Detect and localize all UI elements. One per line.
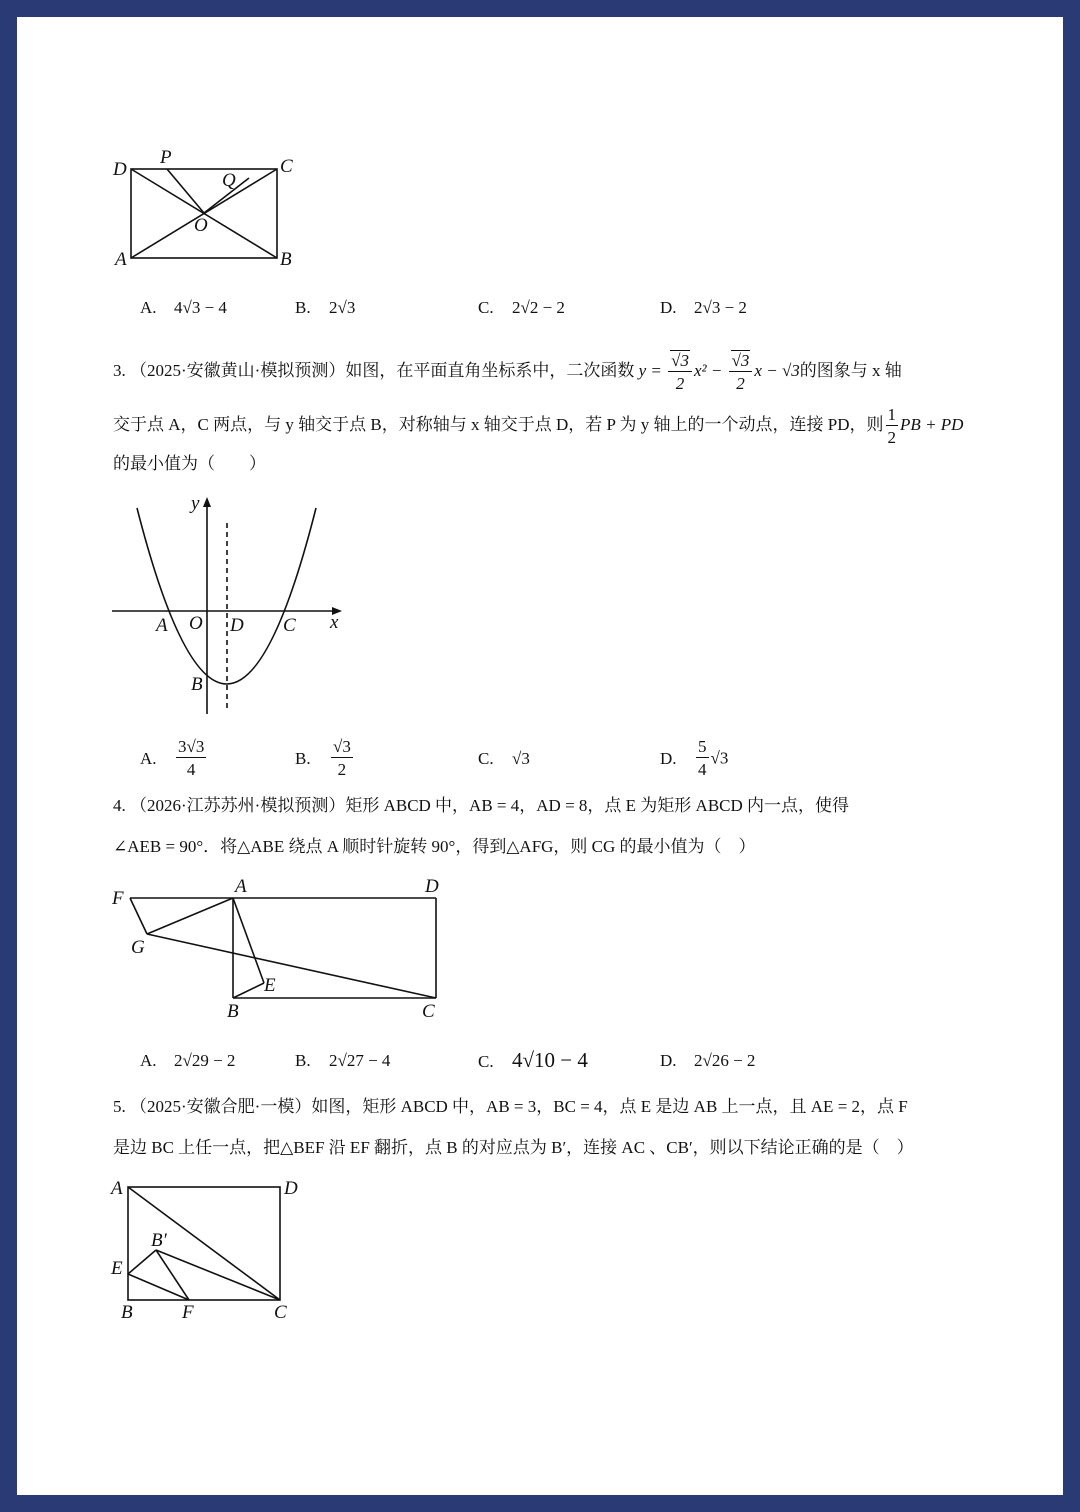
q2-label-B: B	[280, 249, 292, 270]
q2-option-a[interactable]: A. 4√3 − 4	[140, 298, 227, 317]
q3-line-1: 3. （2025·安徽黄山·模拟预测）如图，在平面直角坐标系中，二次函数 y = $\frac{√3}{2}$ x² − $\frac{√3}{2}$ x − √3的图象与 x 轴	[113, 351, 902, 393]
q4-label-D: D	[425, 876, 439, 897]
q5-label-A: A	[111, 1178, 123, 1199]
q3-function: y = $\frac{√3}{2}$ x² − $\frac{√3}{2}$ x − √3	[638, 351, 800, 393]
q2-label-P: P	[160, 147, 172, 168]
q5-label-Bprime: B′	[151, 1230, 167, 1251]
q3-line-3: 的最小值为（ ）	[113, 454, 266, 473]
q4-label-C: C	[422, 1001, 435, 1022]
q3-label-A: A	[156, 615, 168, 636]
q5-number: 5.	[113, 1097, 126, 1116]
q3-label-y: y	[191, 493, 200, 514]
q5-label-C: C	[274, 1302, 287, 1323]
q3-option-b[interactable]: B. $\frac{√3}{2}$	[295, 737, 351, 779]
q4-label-G: G	[131, 937, 145, 958]
q3-option-c[interactable]: C. √3	[478, 749, 530, 768]
q3-label-O: O	[189, 613, 203, 634]
q5-label-E: E	[111, 1258, 123, 1279]
q4-option-c[interactable]: C. 4√10 − 4	[478, 1048, 588, 1072]
q5-label-B: B	[121, 1302, 133, 1323]
q2-label-C: C	[280, 156, 293, 177]
q5-label-F: F	[182, 1302, 194, 1323]
q4-label-A: A	[235, 876, 247, 897]
q5-source: （2025·安徽合肥·一模）	[130, 1097, 312, 1116]
q3-label-x: x	[330, 612, 339, 633]
q2-label-O: O	[194, 215, 208, 236]
q3-line-2: 交于点 A，C 两点，与 y 轴交于点 B，对称轴与 x 轴交于点 D，若 P 为 y 轴上的一个动点，连接 PD，则 $\frac{1}{2}$ PB + PD	[113, 405, 964, 447]
q4-label-E: E	[264, 975, 276, 996]
q4-line-2: ∠AEB = 90°．将△ABE 绕点 A 顺时针旋转 90°，得到△AFG，则 CG 的最小值为（ ）	[113, 837, 756, 856]
q5-label-D: D	[284, 1178, 298, 1199]
q3-number: 3.	[113, 360, 126, 380]
q2-label-A: A	[115, 249, 127, 270]
q3-label-D: D	[230, 615, 244, 636]
q2-option-d[interactable]: D. 2√3 − 2	[660, 298, 747, 317]
q4-label-B: B	[227, 1001, 239, 1022]
q2-label-D: D	[113, 159, 127, 180]
q4-line-1: 4. （2026·江苏苏州·模拟预测）矩形 ABCD 中，AB = 4，AD = 8，点 E 为矩形 ABCD 内一点，使得	[113, 796, 850, 815]
q4-number: 4.	[113, 796, 126, 815]
q3-label-C: C	[283, 615, 296, 636]
q5-line-1: 5. （2025·安徽合肥·一模）如图，矩形 ABCD 中，AB = 3，BC = 4，点 E 是边 AB 上一点，且 AE = 2，点 F	[113, 1097, 908, 1116]
q3-option-d[interactable]: D. $\frac{5}{4}$ √3	[660, 737, 729, 779]
q4-option-b[interactable]: B. 2√27 − 4	[295, 1051, 391, 1070]
q3-label-B: B	[191, 674, 203, 695]
q4-label-F: F	[112, 888, 124, 909]
q4-option-a[interactable]: A. 2√29 − 2	[140, 1051, 236, 1070]
q3-source: （2025·安徽黄山·模拟预测）	[130, 360, 346, 380]
q4-option-d[interactable]: D. 2√26 − 2	[660, 1051, 756, 1070]
q2-label-Q: Q	[222, 170, 236, 191]
q4-source: （2026·江苏苏州·模拟预测）	[130, 796, 346, 815]
q3-option-a[interactable]: A. $\frac{3√3}{4}$	[140, 737, 205, 779]
q5-line-2: 是边 BC 上任一点，把△BEF 沿 EF 翻折，点 B 的对应点为 B′，连接 AC 、CB′，则以下结论正确的是（ ）	[113, 1138, 914, 1157]
q2-option-c[interactable]: C. 2√2 − 2	[478, 298, 565, 317]
q2-option-b[interactable]: B. 2√3	[295, 298, 356, 317]
